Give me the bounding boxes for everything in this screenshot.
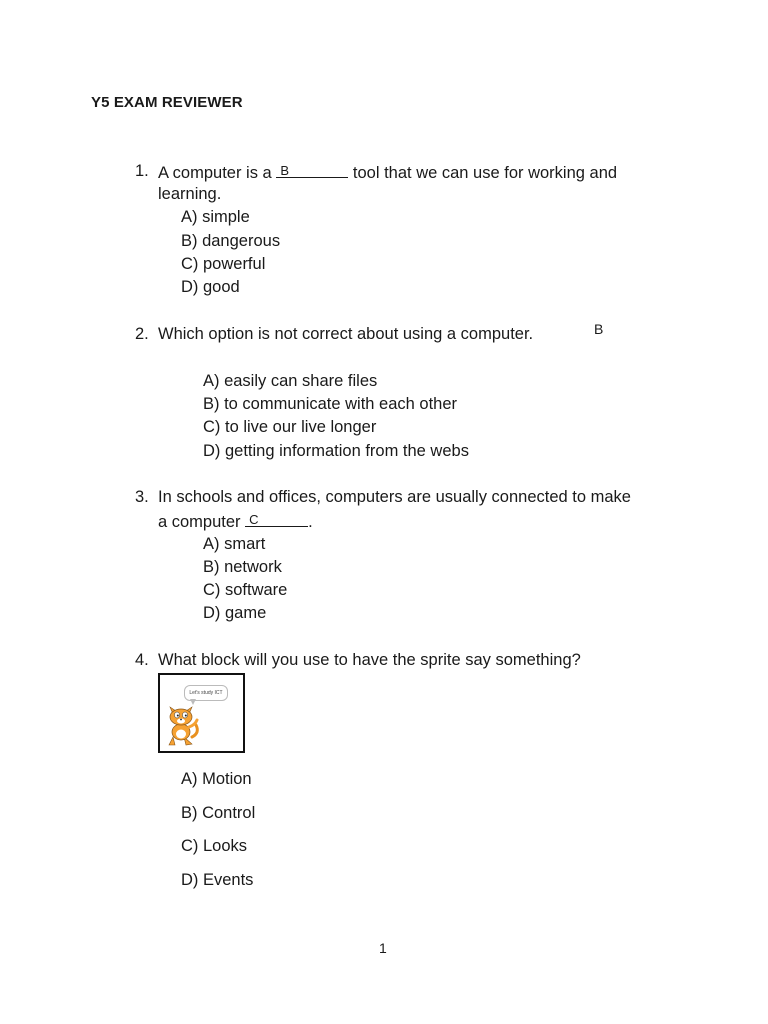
question-3-answer: C	[249, 512, 259, 527]
question-1-text-before: A computer is a	[158, 164, 277, 182]
question-4-number: 4.	[135, 651, 149, 669]
question-4-option-d: D) Events	[181, 871, 254, 889]
question-1-blank	[276, 161, 348, 178]
question-3-text-after: .	[308, 513, 313, 531]
question-3-text-cont	[158, 510, 313, 532]
question-3-blank	[245, 510, 308, 527]
question-1-answer: B	[280, 163, 289, 178]
question-4-text: What block will you use to have the sprite say something?	[158, 651, 581, 669]
question-1-option-c: C) powerful	[181, 255, 266, 273]
question-3-text-before: a computer	[158, 513, 246, 531]
question-3-option-c: C) software	[203, 581, 288, 599]
question-1-text	[158, 161, 617, 183]
question-2-option-b: B) to communicate with each other	[203, 395, 458, 413]
question-3-option-d: D) game	[203, 604, 267, 622]
question-2-answer: B	[594, 321, 604, 337]
question-1-option-a: A) simple	[181, 208, 250, 226]
page-number: 1	[379, 940, 387, 956]
question-4-option-a: A) Motion	[181, 770, 252, 788]
question-3-text: In schools and offices, computers are usually connected to make	[158, 488, 631, 506]
scratch-cat-icon	[164, 703, 200, 747]
question-4-option-b: B) Control	[181, 804, 256, 822]
question-1-text-after: tool that we can use for working and	[348, 164, 618, 182]
question-3-option-b: B) network	[203, 558, 282, 576]
question-3-number: 3.	[135, 488, 149, 506]
question-2-option-c: C) to live our live longer	[203, 418, 377, 436]
speech-bubble: Let's study ICT	[184, 685, 228, 701]
question-1-text-cont: learning.	[158, 185, 222, 203]
question-2-option-d: D) getting information from the webs	[203, 442, 469, 460]
question-1-option-b: B) dangerous	[181, 232, 281, 250]
scratch-sprite-image	[158, 673, 245, 753]
page-title: Y5 EXAM REVIEWER	[91, 94, 243, 111]
question-2-option-a: A) easily can share files	[203, 372, 378, 390]
question-4-option-c: C) Looks	[181, 837, 248, 855]
question-1-option-d: D) good	[181, 278, 240, 296]
question-2-text: Which option is not correct about using a computer.	[158, 325, 534, 343]
question-3-option-a: A) smart	[203, 535, 266, 553]
question-1-number: 1.	[135, 162, 149, 180]
question-2-number: 2.	[135, 325, 149, 343]
